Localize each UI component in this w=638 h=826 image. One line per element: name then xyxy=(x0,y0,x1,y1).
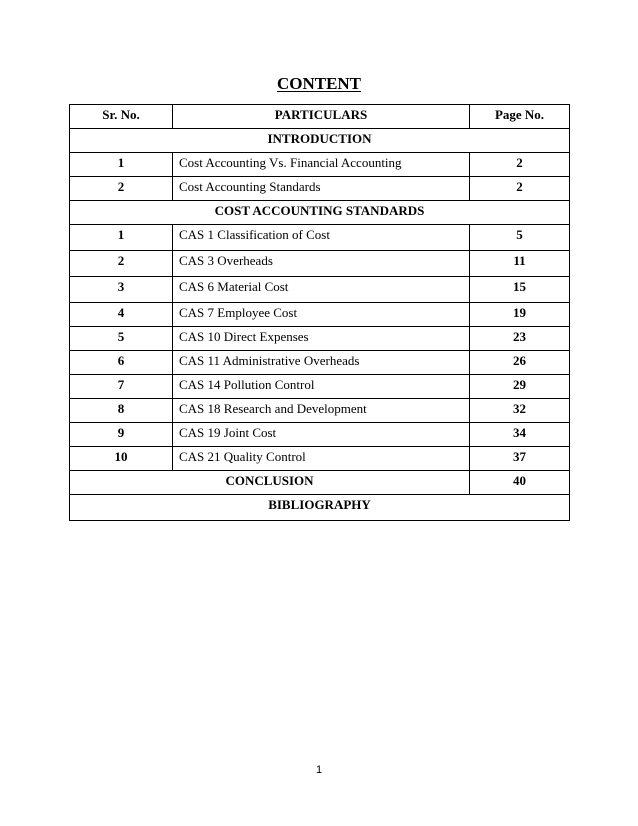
table-row xyxy=(70,251,570,277)
header-particulars: PARTICULARS xyxy=(173,105,470,129)
table-row xyxy=(70,375,570,399)
row-page-no: 23 xyxy=(470,327,570,351)
row-particulars: CAS 18 Research and Development xyxy=(173,399,470,423)
header-page-no: Page No. xyxy=(470,105,570,129)
row-page-no: 26 xyxy=(470,351,570,375)
row-particulars: CAS 14 Pollution Control xyxy=(173,375,470,399)
row-particulars: CAS 3 Overheads xyxy=(173,251,470,277)
table-row xyxy=(70,277,570,303)
row-sr-no: 8 xyxy=(70,399,173,423)
contents-table xyxy=(69,104,570,521)
row-page-no: 29 xyxy=(470,375,570,399)
table-row xyxy=(70,303,570,327)
row-sr-no: 2 xyxy=(70,177,173,201)
row-particulars: CAS 11 Administrative Overheads xyxy=(173,351,470,375)
section-cost-accounting-standards: COST ACCOUNTING STANDARDS xyxy=(70,201,570,225)
row-page-no: 15 xyxy=(470,277,570,303)
table-row xyxy=(70,225,570,251)
row-sr-no: 4 xyxy=(70,303,173,327)
section-row-standards xyxy=(70,201,570,225)
row-sr-no: 2 xyxy=(70,251,173,277)
section-row-conclusion xyxy=(70,471,570,495)
row-particulars: CAS 10 Direct Expenses xyxy=(173,327,470,351)
header-sr-no: Sr. No. xyxy=(70,105,173,129)
section-conclusion: CONCLUSION xyxy=(70,471,470,495)
row-sr-no: 10 xyxy=(70,447,173,471)
table-header-row xyxy=(70,105,570,129)
row-particulars: CAS 21 Quality Control xyxy=(173,447,470,471)
footer-page-number: 1 xyxy=(315,764,323,776)
table-row xyxy=(70,423,570,447)
section-bibliography: BIBLIOGRAPHY xyxy=(70,495,570,521)
row-particulars: Cost Accounting Vs. Financial Accounting xyxy=(173,153,470,177)
row-sr-no: 1 xyxy=(70,225,173,251)
section-introduction: INTRODUCTION xyxy=(70,129,570,153)
row-page-no: 34 xyxy=(470,423,570,447)
row-page-no: 32 xyxy=(470,399,570,423)
row-sr-no: 1 xyxy=(70,153,173,177)
section-row-bibliography xyxy=(70,495,570,521)
table-row xyxy=(70,153,570,177)
table-row xyxy=(70,327,570,351)
row-page-no: 5 xyxy=(470,225,570,251)
row-particulars: CAS 1 Classification of Cost xyxy=(173,225,470,251)
table-row xyxy=(70,399,570,423)
row-page-no: 2 xyxy=(470,177,570,201)
row-page-no: 19 xyxy=(470,303,570,327)
row-particulars: Cost Accounting Standards xyxy=(173,177,470,201)
table-row xyxy=(70,447,570,471)
row-sr-no: 3 xyxy=(70,277,173,303)
section-row-introduction xyxy=(70,129,570,153)
conclusion-page-no: 40 xyxy=(470,471,570,495)
row-particulars: CAS 6 Material Cost xyxy=(173,277,470,303)
row-sr-no: 6 xyxy=(70,351,173,375)
row-page-no: 2 xyxy=(470,153,570,177)
row-sr-no: 9 xyxy=(70,423,173,447)
table-row xyxy=(70,351,570,375)
table-row xyxy=(70,177,570,201)
row-particulars: CAS 7 Employee Cost xyxy=(173,303,470,327)
row-particulars: CAS 19 Joint Cost xyxy=(173,423,470,447)
row-page-no: 37 xyxy=(470,447,570,471)
row-page-no: 11 xyxy=(470,251,570,277)
row-sr-no: 5 xyxy=(70,327,173,351)
page-title: CONTENT xyxy=(276,74,362,93)
row-sr-no: 7 xyxy=(70,375,173,399)
